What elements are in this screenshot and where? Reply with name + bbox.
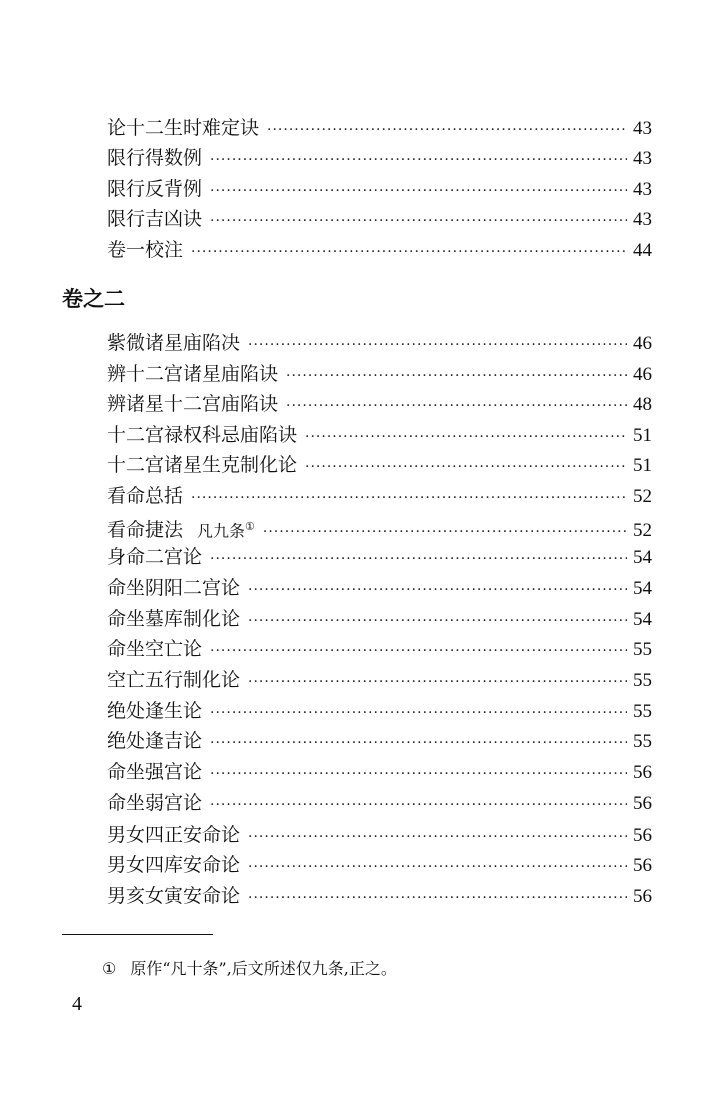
toc-entry[interactable]	[107, 726, 652, 756]
dot-leader	[248, 852, 627, 882]
toc-entry[interactable]	[107, 235, 652, 265]
footnote-mark: ①	[102, 959, 117, 978]
toc-entry-page: 54	[633, 578, 652, 599]
toc-entry-page: 55	[633, 701, 652, 722]
toc-entry-page: 43	[633, 118, 652, 139]
toc-entry[interactable]	[107, 204, 652, 234]
dot-leader	[210, 176, 627, 206]
toc-entry-title: 男亥女寅安命论	[107, 885, 241, 907]
dot-leader	[286, 361, 627, 391]
dot-leader	[305, 422, 627, 452]
toc-entry-page: 55	[633, 731, 652, 752]
toc-entry[interactable]	[107, 512, 652, 542]
toc-entry-title: 男女四库安命论	[107, 854, 241, 876]
toc-entry-title: 十二宫禄权科忌庙陷诀	[107, 424, 298, 446]
footnote-rule	[62, 934, 213, 935]
footnote-text: 原作“凡十条”,后文所述仅九条,正之。	[130, 959, 397, 978]
page-number: 4	[72, 993, 82, 1015]
toc-entry-title: 绝处逢吉论	[107, 730, 203, 752]
toc-entry-page: 46	[633, 364, 652, 385]
dot-leader	[210, 790, 627, 820]
dot-leader	[210, 544, 627, 574]
dot-leader	[210, 206, 627, 236]
toc-entry-title: 十二宫诸星生克制化论	[107, 454, 298, 476]
toc-entry-page: 56	[633, 886, 652, 907]
toc-entry-title: 绝处逢生论	[107, 700, 203, 722]
dot-leader	[248, 822, 627, 852]
toc-entry[interactable]	[107, 359, 652, 389]
dot-leader	[267, 115, 627, 145]
toc-entry[interactable]	[107, 604, 652, 634]
toc-entry-title: 命坐空亡论	[107, 638, 203, 660]
toc-entry[interactable]	[107, 696, 652, 726]
toc-entry[interactable]	[107, 174, 652, 204]
dot-leader	[248, 667, 627, 697]
dot-leader	[248, 606, 627, 636]
dot-leader	[191, 483, 627, 513]
toc-entry[interactable]	[107, 881, 652, 911]
toc-entry-page: 52	[633, 486, 652, 507]
toc-entry-page: 43	[633, 179, 652, 200]
toc-entry-title: 命坐墓库制化论	[107, 608, 241, 630]
toc-entry[interactable]	[107, 788, 652, 818]
toc-entry-page: 56	[633, 855, 652, 876]
toc-entry[interactable]	[107, 634, 652, 664]
toc-entry-page: 46	[633, 333, 652, 354]
toc-entry-page: 51	[633, 425, 652, 446]
section-heading: 卷之二	[62, 287, 125, 311]
toc-entry-page: 56	[633, 762, 652, 783]
dot-leader	[210, 636, 627, 666]
toc-entry-title: 限行吉凶诀	[107, 208, 203, 230]
dot-leader	[210, 728, 627, 758]
dot-leader	[305, 452, 627, 482]
toc-entry-title: 论十二生时难定诀	[107, 117, 260, 139]
toc-entry-title: 命坐强宫论	[107, 761, 203, 783]
toc-entry-page: 56	[633, 793, 652, 814]
toc-entry[interactable]	[107, 113, 652, 143]
toc-entry-title: 命坐阴阳二宫论	[107, 577, 241, 599]
toc-entry[interactable]	[107, 820, 652, 850]
footnote	[102, 956, 397, 979]
toc-entry[interactable]	[107, 143, 652, 173]
toc-entry-title: 男女四正安命论	[107, 824, 241, 846]
dot-leader	[248, 575, 627, 605]
dot-leader	[191, 237, 627, 267]
toc-entry-page: 55	[633, 639, 652, 660]
toc-entry-page: 51	[633, 455, 652, 476]
toc-entry-page: 54	[633, 547, 652, 568]
toc-entry-title: 空亡五行制化论	[107, 669, 241, 691]
dot-leader	[210, 145, 627, 175]
dot-leader	[248, 883, 627, 913]
toc-entry[interactable]	[107, 450, 652, 480]
toc-entry[interactable]	[107, 573, 652, 603]
toc-entry-note-text: 凡九条	[197, 521, 246, 541]
toc-entry-title: 辨诸星十二宫庙陷诀	[107, 393, 279, 415]
toc-entry-title: 身命二宫论	[107, 546, 203, 568]
toc-entry-title: 限行反背例	[107, 178, 203, 200]
toc-entry[interactable]	[107, 328, 652, 358]
toc-entry[interactable]	[107, 542, 652, 572]
toc-entry[interactable]	[107, 850, 652, 880]
toc-entry-title: 卷一校注	[107, 239, 184, 261]
toc-entry-title: 辨十二宫诸星庙陷诀	[107, 363, 279, 385]
dot-leader	[286, 391, 627, 421]
toc-entry[interactable]	[107, 420, 652, 450]
toc-entry[interactable]	[107, 481, 652, 511]
toc-entry-title: 限行得数例	[107, 147, 203, 169]
toc-entry-page: 56	[633, 825, 652, 846]
dot-leader	[248, 330, 627, 360]
toc-entry-page: 48	[633, 394, 652, 415]
toc-entry-page: 55	[633, 670, 652, 691]
footnote-reference-mark[interactable]: ①	[245, 520, 255, 533]
toc-entry[interactable]	[107, 389, 652, 419]
toc-entry-page: 44	[633, 240, 652, 261]
toc-entry-page: 43	[633, 209, 652, 230]
toc-entry-page: 52	[633, 520, 652, 542]
toc-entry-title: 看命总括	[107, 485, 184, 507]
toc-entry[interactable]	[107, 665, 652, 695]
toc-entry-title: 看命捷法	[107, 519, 184, 542]
dot-leader	[210, 698, 627, 728]
dot-leader	[210, 759, 627, 789]
toc-entry-page: 43	[633, 148, 652, 169]
toc-entry-page: 54	[633, 609, 652, 630]
toc-entry-title: 紫微诸星庙陷决	[107, 332, 241, 354]
toc-entry-title: 命坐弱宫论	[107, 792, 203, 814]
toc-entry[interactable]	[107, 757, 652, 787]
